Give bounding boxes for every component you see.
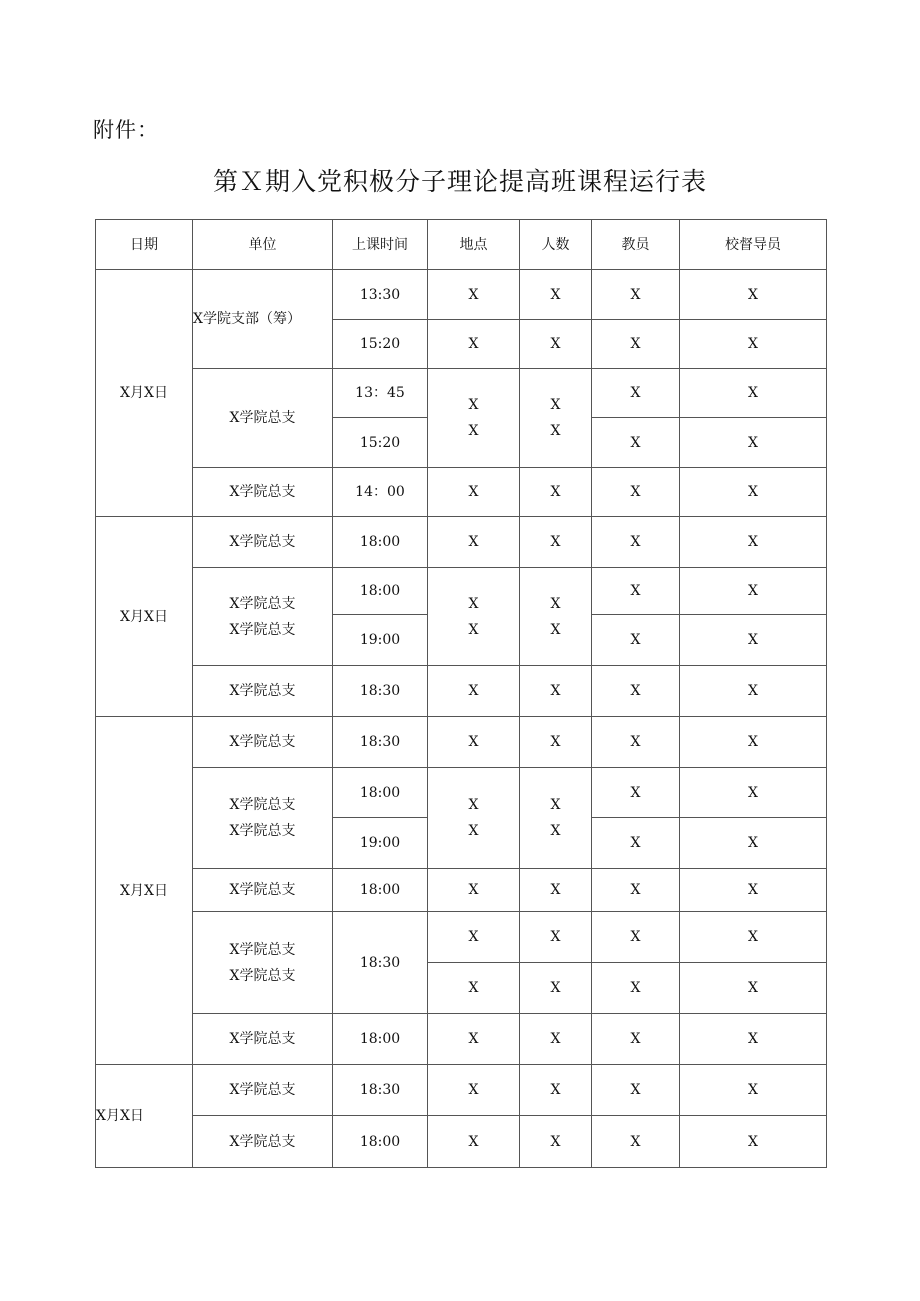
supervisor-cell: X [680,912,827,963]
location-cell: X [428,1065,520,1116]
count-cell: X [520,320,592,369]
date-cell: X月X日 [96,717,193,1065]
instructor-cell: X [592,517,680,568]
time-cell: 18:30 [333,912,428,1014]
supervisor-cell: X [680,615,827,666]
time-cell: 15:20 [333,418,428,468]
unit-cell: X学院总支 [193,1014,333,1065]
location-cell: X [428,468,520,517]
location-cell: X [428,869,520,912]
count-cell [520,369,592,468]
location-cell: X [428,963,520,1014]
supervisor-cell: X [680,768,827,818]
table-row [96,666,827,717]
count-cell: X [520,1014,592,1065]
date-cell: X月X日 [96,270,193,517]
unit-cell: X学院总支 [193,666,333,717]
table-row [96,1065,827,1116]
unit-cell [193,568,333,666]
unit-cell: X学院支部（筹） [193,270,333,369]
count-value: X [550,621,561,638]
supervisor-cell: X [680,1116,827,1168]
supervisor-cell: X [680,517,827,568]
instructor-cell: X [592,568,680,615]
instructor-cell: X [592,418,680,468]
instructor-cell: X [592,963,680,1014]
time-cell: 18:00 [333,517,428,568]
unit-value: X学院总支 [229,967,296,984]
instructor-cell: X [592,912,680,963]
supervisor-cell: X [680,717,827,768]
instructor-cell: X [592,1014,680,1065]
header-date: 日期 [96,220,193,270]
count-cell: X [520,468,592,517]
table-row [96,517,827,568]
location-cell [428,369,520,468]
page-title: 第Ｘ期入党积极分子理论提高班课程运行表 [212,167,707,196]
header-instructor: 教员 [592,220,680,270]
instructor-cell: X [592,717,680,768]
unit-cell [193,912,333,1014]
instructor-cell: X [592,1116,680,1168]
date-cell: X月X日 [96,517,193,717]
count-value: X [550,397,561,413]
time-cell: 18:30 [333,717,428,768]
time-cell: 18:30 [333,666,428,717]
attachment-label: 附件： [93,118,159,142]
count-cell: X [520,1116,592,1168]
unit-cell: X学院总支 [193,1065,333,1116]
date-cell: X月X日 [96,1065,193,1168]
supervisor-cell: X [680,369,827,418]
count-cell [520,768,592,869]
table-row [96,912,827,963]
time-cell: 18:00 [333,1116,428,1168]
supervisor-cell: X [680,1065,827,1116]
location-cell: X [428,1116,520,1168]
table-row [96,717,827,768]
instructor-cell: X [592,320,680,369]
unit-cell: X学院总支 [193,1116,333,1168]
location-cell: X [428,666,520,717]
location-cell: X [428,320,520,369]
supervisor-cell: X [680,568,827,615]
time-cell: 18:30 [333,1065,428,1116]
unit-cell: X学院总支 [193,369,333,468]
count-cell: X [520,963,592,1014]
supervisor-cell: X [680,320,827,369]
count-cell: X [520,270,592,320]
unit-value: X学院总支 [229,823,296,839]
location-value: X [468,621,479,638]
instructor-cell: X [592,369,680,418]
instructor-cell: X [592,869,680,912]
table-row [96,1116,827,1168]
location-value: X [468,397,479,413]
table-row [96,270,827,320]
supervisor-cell: X [680,270,827,320]
supervisor-cell: X [680,1014,827,1065]
table-row [96,1014,827,1065]
table-row [96,468,827,517]
location-cell: X [428,912,520,963]
table-row [96,869,827,912]
location-cell: X [428,1014,520,1065]
header-count: 人数 [520,220,592,270]
supervisor-cell: X [680,869,827,912]
time-cell: 18:00 [333,1014,428,1065]
table-row [96,568,827,615]
count-cell: X [520,912,592,963]
unit-value: X学院总支 [229,941,296,958]
time-cell: 13:30 [333,270,428,320]
count-cell [520,568,592,666]
unit-cell: X学院总支 [193,869,333,912]
unit-cell: X学院总支 [193,717,333,768]
location-cell: X [428,270,520,320]
location-value: X [468,797,479,813]
unit-cell [193,768,333,869]
time-cell: 14：00 [333,468,428,517]
location-value: X [468,423,479,439]
time-cell: 18:00 [333,768,428,818]
header-supervisor: 校督导员 [680,220,827,270]
count-cell: X [520,1065,592,1116]
count-value: X [550,423,561,439]
count-cell: X [520,666,592,717]
table-row [96,768,827,818]
instructor-cell: X [592,468,680,517]
instructor-cell: X [592,270,680,320]
instructor-cell: X [592,615,680,666]
location-value: X [468,595,479,612]
instructor-cell: X [592,1065,680,1116]
location-cell: X [428,717,520,768]
header-time: 上课时间 [333,220,428,270]
supervisor-cell: X [680,818,827,869]
location-cell: X [428,517,520,568]
header-location: 地点 [428,220,520,270]
location-value: X [468,823,479,839]
unit-value: X学院总支 [229,621,296,638]
supervisor-cell: X [680,666,827,717]
unit-value: X学院总支 [229,595,296,612]
unit-value: X学院总支 [229,797,296,813]
time-cell: 18:00 [333,568,428,615]
count-cell: X [520,517,592,568]
supervisor-cell: X [680,468,827,517]
time-cell: 19:00 [333,818,428,869]
instructor-cell: X [592,666,680,717]
time-cell: 13：45 [333,369,428,418]
supervisor-cell: X [680,963,827,1014]
count-cell: X [520,869,592,912]
unit-cell: X学院总支 [193,468,333,517]
instructor-cell: X [592,818,680,869]
supervisor-cell: X [680,418,827,468]
instructor-cell: X [592,768,680,818]
table-row [96,369,827,418]
unit-cell: X学院总支 [193,517,333,568]
count-cell: X [520,717,592,768]
header-unit: 单位 [193,220,333,270]
table-header-row [96,220,827,270]
location-cell [428,568,520,666]
schedule-table [95,219,827,1168]
time-cell: 19:00 [333,615,428,666]
count-value: X [550,595,561,612]
count-value: X [550,797,561,813]
count-value: X [550,823,561,839]
time-cell: 15:20 [333,320,428,369]
time-cell: 18:00 [333,869,428,912]
location-cell [428,768,520,869]
